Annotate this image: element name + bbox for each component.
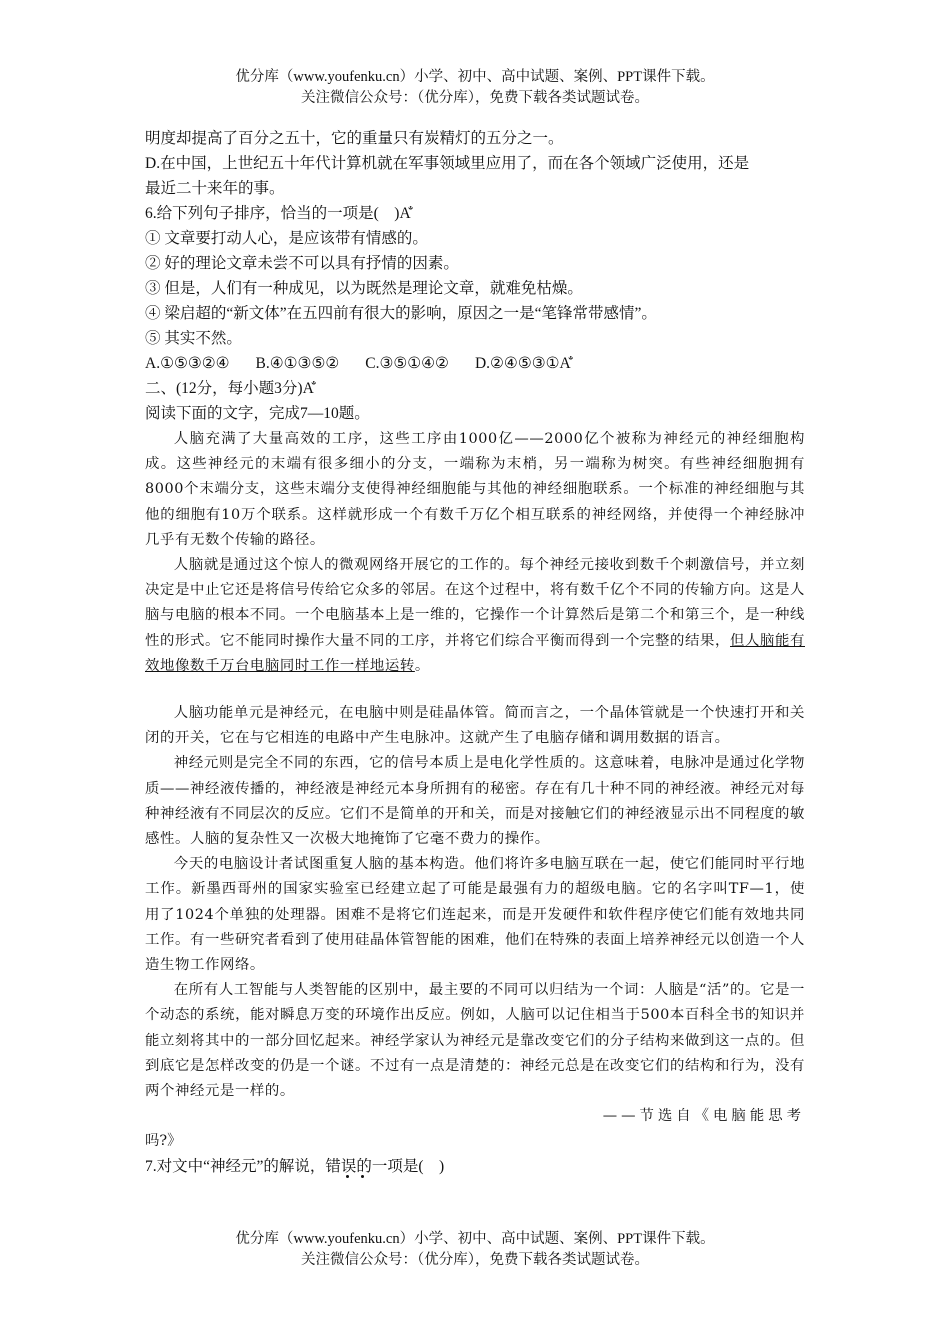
emphasis-dots [145, 1179, 805, 1187]
option-c: C.③⑤①④② [365, 355, 449, 372]
section-title: 二、(12分，每小题3分)A̐ [145, 380, 314, 397]
option-b: B.④①③⑤② [255, 355, 340, 372]
sentence-4: ④ 梁启超的“新文体”在五四前有很大的影响，原因之一是“笔锋常带感情”。 [145, 305, 657, 322]
option-a: A.①⑤③②④ [145, 355, 230, 372]
article-paragraph-4: 神经元则是完全不同的东西，它的信号本质上是电化学性质的。这意味着，电脉冲是通过化学物质——神经液传播的，神经液是神经元本身所拥有的秘密。存在有几十种不同的神经液。神经元对每种神经液有不同层次的反应。它们不是简单的开和关，而是对接触它们的神经液显示出不同程度的敏感性。人脑的复杂性又一次极大地掩饰了它毫不费力的操作。 [145, 755, 805, 848]
source-citation: ——节选自《电脑能思考 [602, 1108, 805, 1125]
option-d-line: D.在中国，上世纪五十年代计算机就在军事领域里应用了，而在各个领域广泛使用，还是 [145, 155, 750, 172]
option-d-line-cont: 最近二十来年的事。 [145, 180, 285, 197]
footer-line-1: 优分库（www.youfenku.cn）小学、初中、高中试题、案例、PPT课件下载。 [235, 1231, 715, 1247]
source-citation-cont: 吗?》 [145, 1133, 182, 1150]
question-6-options [145, 351, 805, 376]
page-footer [0, 1229, 950, 1271]
article-paragraph-3: 人脑功能单元是神经元，在电脑中则是硅晶体管。简而言之，一个晶体管就是一个快速打开和关闭的开关，它在与它相连的电路中产生电脉冲。这就产生了电脑存储和调用数据的语言。 [145, 705, 805, 747]
header-line-2: 关注微信公众号：（优分库），免费下载各类试题试卷。 [301, 90, 649, 106]
article-paragraph-1: 人脑充满了大量高效的工序，这些工序由1000亿——2000亿个被称为神经元的神经细胞构成。这些神经元的末端有很多细小的分支，一端称为末梢，另一端称为树突。有些神经细胞拥有8000个末端分支，这些末端分支使得神经细胞能与其他的神经细胞联系。一个标准的神经细胞与其他的细胞有10万个联系。这样就形成一个有数千万亿个相互联系的神经网络，并使得一个神经脉冲几乎有无数个传输的路径。 [145, 431, 805, 548]
paragraph-2-end: 。 [414, 657, 430, 674]
sentence-3: ③ 但是，人们有一种成见，以为既然是理论文章，就难免枯燥。 [145, 280, 583, 297]
intro-line: 明度却提高了百分之五十，它的重量只有炭精灯的五分之一。 [145, 130, 564, 147]
paragraph-2-text: 人脑就是通过这个惊人的微观网络开展它的工作的。每个神经元接收到数千个刺激信号，并立刻决定是中止它还是将信号传给它众多的邻居。在这个过程中，将有数千亿个不同的传输方向。这是人脑与电脑的根本不同。一个电脑基本上是一维的，它操作一个计算然后是第二个和第三个，是一种线性的形式。它不能同时操作大量不同的工序，并将它们综合平衡而得到一个完整的结果， [145, 557, 805, 649]
article-paragraph-5: 今天的电脑设计者试图重复人脑的基本构造。他们将许多电脑互联在一起，使它们能同时平行地工作。新墨西哥州的国家实验室已经建立起了可能是最强有力的超级电脑。它的名字叫TF—1，使用了1024个单独的处理器。困难不是将它们连起来，而是开发硬件和软件程序使它们能有效地共同工作。有一些研究者看到了使用硅晶体管智能的困难，他们在特殊的表面上培养神经元以创造一个人造生物工作网络。 [145, 856, 805, 974]
blank-line [145, 679, 805, 701]
footer-line-2: 关注微信公众号：（优分库），免费下载各类试题试卷。 [301, 1252, 649, 1268]
page-content [145, 126, 805, 1187]
sentence-2: ② 好的理论文章未尝不可以具有抒情的因素。 [145, 255, 459, 272]
page-header [0, 67, 950, 109]
option-d: D.②④⑤③①A̐ [474, 355, 571, 372]
reading-instruction: 阅读下面的文字，完成7—10题。 [145, 405, 370, 422]
article-paragraph-2 [145, 553, 805, 679]
question-7: 7.对文中“神经元”的解说，错误的一项是( ) [145, 1158, 445, 1176]
underlined-sentence: 但人脑能有效地像数千万台电脑同时工作一样地运转 [145, 632, 805, 674]
article-paragraph-6: 在所有人工智能与人类智能的区别中，最主要的不同可以归结为一个词：人脑是“活”的。它是一个动态的系统，能对瞬息万变的环境作出反应。例如，人脑可以记住相当于500本百科全书的知识并能立刻将其中的一部分回忆起来。神经学家认为神经元是靠改变它们的分子结构来做到这一点的。但到底它是怎样改变的仍是一个谜。不过有一点是清楚的：神经元总是在改变它们的结构和行为，没有两个神经元是一样的。 [145, 982, 805, 1100]
question-6: 6.给下列句子排序，恰当的一项是( )A̐ [145, 205, 411, 222]
header-line-1: 优分库（www.youfenku.cn）小学、初中、高中试题、案例、PPT课件下载。 [235, 69, 715, 85]
sentence-1: ① 文章要打动人心，是应该带有情感的。 [145, 230, 428, 247]
article [145, 427, 805, 1154]
sentence-5: ⑤ 其实不然。 [145, 330, 242, 347]
